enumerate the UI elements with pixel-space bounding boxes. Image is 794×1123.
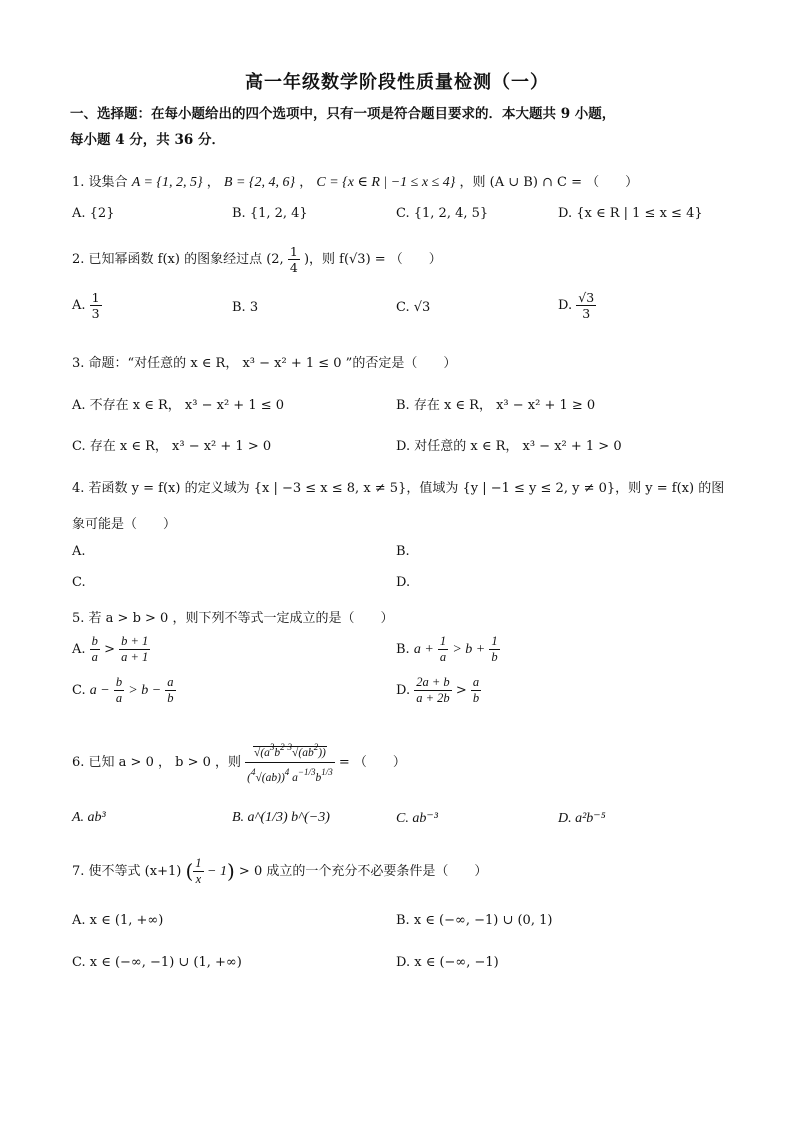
q5-c-right-fraction: $\frac{a}{b}$ (167, 675, 174, 705)
q5-option-b[interactable] (396, 634, 500, 665)
q5-a-right-fraction: $\frac{b + 1}{a + 1}$ (121, 634, 149, 664)
q4-option-a[interactable]: A. (72, 544, 86, 559)
q5-option-c-label: C. (72, 683, 86, 698)
q3-option-d[interactable]: D. 对任意的 x ∈ R， x³ − x² + 1 > 0 (396, 439, 622, 454)
q5-option-d-label: D. (396, 683, 411, 698)
q5-b-right-fraction: $\frac{1}{b}$ (491, 634, 498, 664)
q7-option-d[interactable]: D. x ∈ (−∞, −1) (396, 955, 499, 970)
question-4-stem-line-1: 4. 若函数 y = f(x) 的定义域为 {x | −3 ≤ x ≤ 8, x ≠ 5}，值域为 {y | −1 ≤ y ≤ 2, y ≠ 0}，则 y = f(x) 的图 (72, 481, 725, 496)
q7-option-c[interactable]: C. x ∈ (−∞, −1) ∪ (1, +∞) (72, 955, 242, 970)
q2-prefix: 2. 已知幂函数 f(x) 的图象经过点 (2, (72, 252, 284, 267)
question-6-stem (72, 738, 406, 787)
q1-option-d[interactable]: D. {x ∈ R | 1 ≤ x ≤ 4} (558, 206, 703, 221)
q3-option-c[interactable]: C. 存在 x ∈ R， x³ − x² + 1 > 0 (72, 439, 272, 454)
q5-a-left-fraction: $\frac{b}{a}$ (91, 634, 98, 664)
q2-a-den: 3 (91, 306, 100, 321)
q5-a-gt: > (104, 642, 115, 657)
q7-prefix: 7. 使不等式 (x+1) (72, 864, 182, 879)
q6-expression-num: $√(a^3b^2$ $^3√(ab^2)$) (245, 738, 335, 763)
q5-b-left-fraction: $\frac{1}{a}$ (439, 634, 447, 664)
q7-paren-open: ( (185, 859, 194, 883)
q2-suffix: )，则 f(√3) = （ ） (303, 252, 442, 267)
q5-option-b-label: B. (396, 642, 410, 657)
question-2-stem (72, 244, 442, 275)
q7-paren-close: ) (226, 859, 235, 883)
q7-minus-one: − 1 (203, 864, 227, 879)
q2-option-a-fraction (90, 290, 102, 321)
question-4-stem-line-2: 象可能是（ ） (72, 517, 177, 532)
q2-option-d[interactable] (558, 290, 596, 321)
q2-d-num: √3 (578, 290, 595, 305)
q5-d-left-fraction: $\frac{2a + b}{a + 2b}$ (416, 675, 450, 705)
question-5-stem: 5. 若 a > b > 0 ，则下列不等式一定成立的是（ ） (72, 611, 394, 626)
q7-suffix: > 0 成立的一个充分不必要条件是（ ） (238, 864, 488, 879)
q1-set-c: C = {x ∈ R | −1 ≤ x ≤ 4} (316, 175, 456, 190)
exam-title: 高一年级数学阶段性质量检测（一） (245, 72, 549, 93)
q5-option-a[interactable] (72, 634, 150, 665)
q1-suffix: ，则 (A ∪ B) ∩ C = （ ） (459, 175, 639, 190)
q2-option-c[interactable]: C. √3 (396, 300, 431, 315)
q7-fraction: $\frac{1}{x}$ (195, 856, 202, 886)
q1-set-a: A = {1, 2, 5} (131, 175, 203, 190)
q1-option-a[interactable]: A. {2} (72, 206, 115, 221)
q2-option-a[interactable] (72, 290, 102, 321)
q1-option-b[interactable]: B. {1, 2, 4} (232, 206, 308, 221)
q2-frac-den: 4 (289, 260, 298, 275)
q2-point-fraction (288, 244, 300, 275)
q2-frac-num: 1 (289, 244, 298, 259)
q7-option-b[interactable]: B. x ∈ (−∞, −1) ∪ (0, 1) (396, 913, 553, 928)
q6-suffix: = （ ） (338, 755, 406, 770)
section-line-2: 每小题 4 分，共 36 分． (70, 132, 225, 148)
q5-d-right-fraction: $\frac{a}{b}$ (472, 675, 480, 705)
q7-option-a[interactable]: A. x ∈ (1, +∞) (72, 913, 164, 928)
q4-option-c[interactable]: C. (72, 575, 86, 590)
q3-option-b[interactable]: B. 存在 x ∈ R， x³ − x² + 1 ≥ 0 (396, 398, 596, 413)
q5-option-c[interactable] (72, 675, 176, 706)
q1-prefix: 1. 设集合 (72, 175, 128, 190)
q3-option-a[interactable]: A. 不存在 x ∈ R， x³ − x² + 1 ≤ 0 (72, 398, 285, 413)
q5-option-d[interactable] (396, 675, 481, 706)
q1-option-c[interactable]: C. {1, 2, 4, 5} (396, 206, 489, 221)
q4-option-d[interactable]: D. (396, 575, 411, 590)
q6-prefix: 6. 已知 a > 0 ， b > 0 ，则 (72, 755, 241, 770)
q5-c-gt: > b − (128, 683, 162, 698)
q6-expression-fraction (245, 738, 335, 787)
q5-c-left-fraction: $\frac{b}{a}$ (115, 675, 123, 705)
q4-option-b[interactable]: B. (396, 544, 410, 559)
q5-d-gt: > (455, 683, 467, 698)
q5-option-a-label: A. (72, 642, 86, 657)
q5-b-a: a + (413, 642, 434, 657)
q5-c-a: a − (89, 683, 110, 698)
q2-option-d-fraction (576, 290, 596, 321)
question-1-stem: 1. 设集合 A = {1, 2, 5} ， B = {2, 4, 6} ， C = {x ∈ R | −1 ≤ x ≤ 4} ，则 (A ∪ B) ∩ C = （ ） (72, 175, 639, 190)
section-line-1: 一、选择题：在每小题给出的四个选项中，只有一项是符合题目要求的．本大题共 9 小题， (70, 106, 616, 122)
q5-b-gt: > b + (452, 642, 486, 657)
q2-option-a-label: A. (72, 298, 86, 313)
q2-a-num: 1 (91, 290, 100, 305)
question-3-stem: 3. 命题：“对任意的 x ∈ R， x³ − x² + 1 ≤ 0 ”的否定是（ ） (72, 356, 457, 371)
q1-set-b: B = {2, 4, 6} (223, 175, 296, 190)
section-instructions (70, 101, 730, 153)
q2-option-d-label: D. (558, 298, 573, 313)
q6-option-b[interactable]: B. a^(1/3) b^(−3) (232, 810, 330, 825)
q6-expression-den: $(^4√(ab))^4$ $a^{-1/3}b^{1/3}$ (247, 767, 333, 784)
q6-option-a[interactable]: A. ab³ (72, 810, 106, 825)
q2-d-den: 3 (582, 306, 591, 321)
q6-option-d[interactable]: D. a²b⁻⁵ (558, 811, 606, 826)
question-7-stem (72, 856, 487, 887)
q2-option-b[interactable]: B. 3 (232, 300, 259, 315)
q6-option-c[interactable]: C. ab⁻³ (396, 811, 438, 826)
